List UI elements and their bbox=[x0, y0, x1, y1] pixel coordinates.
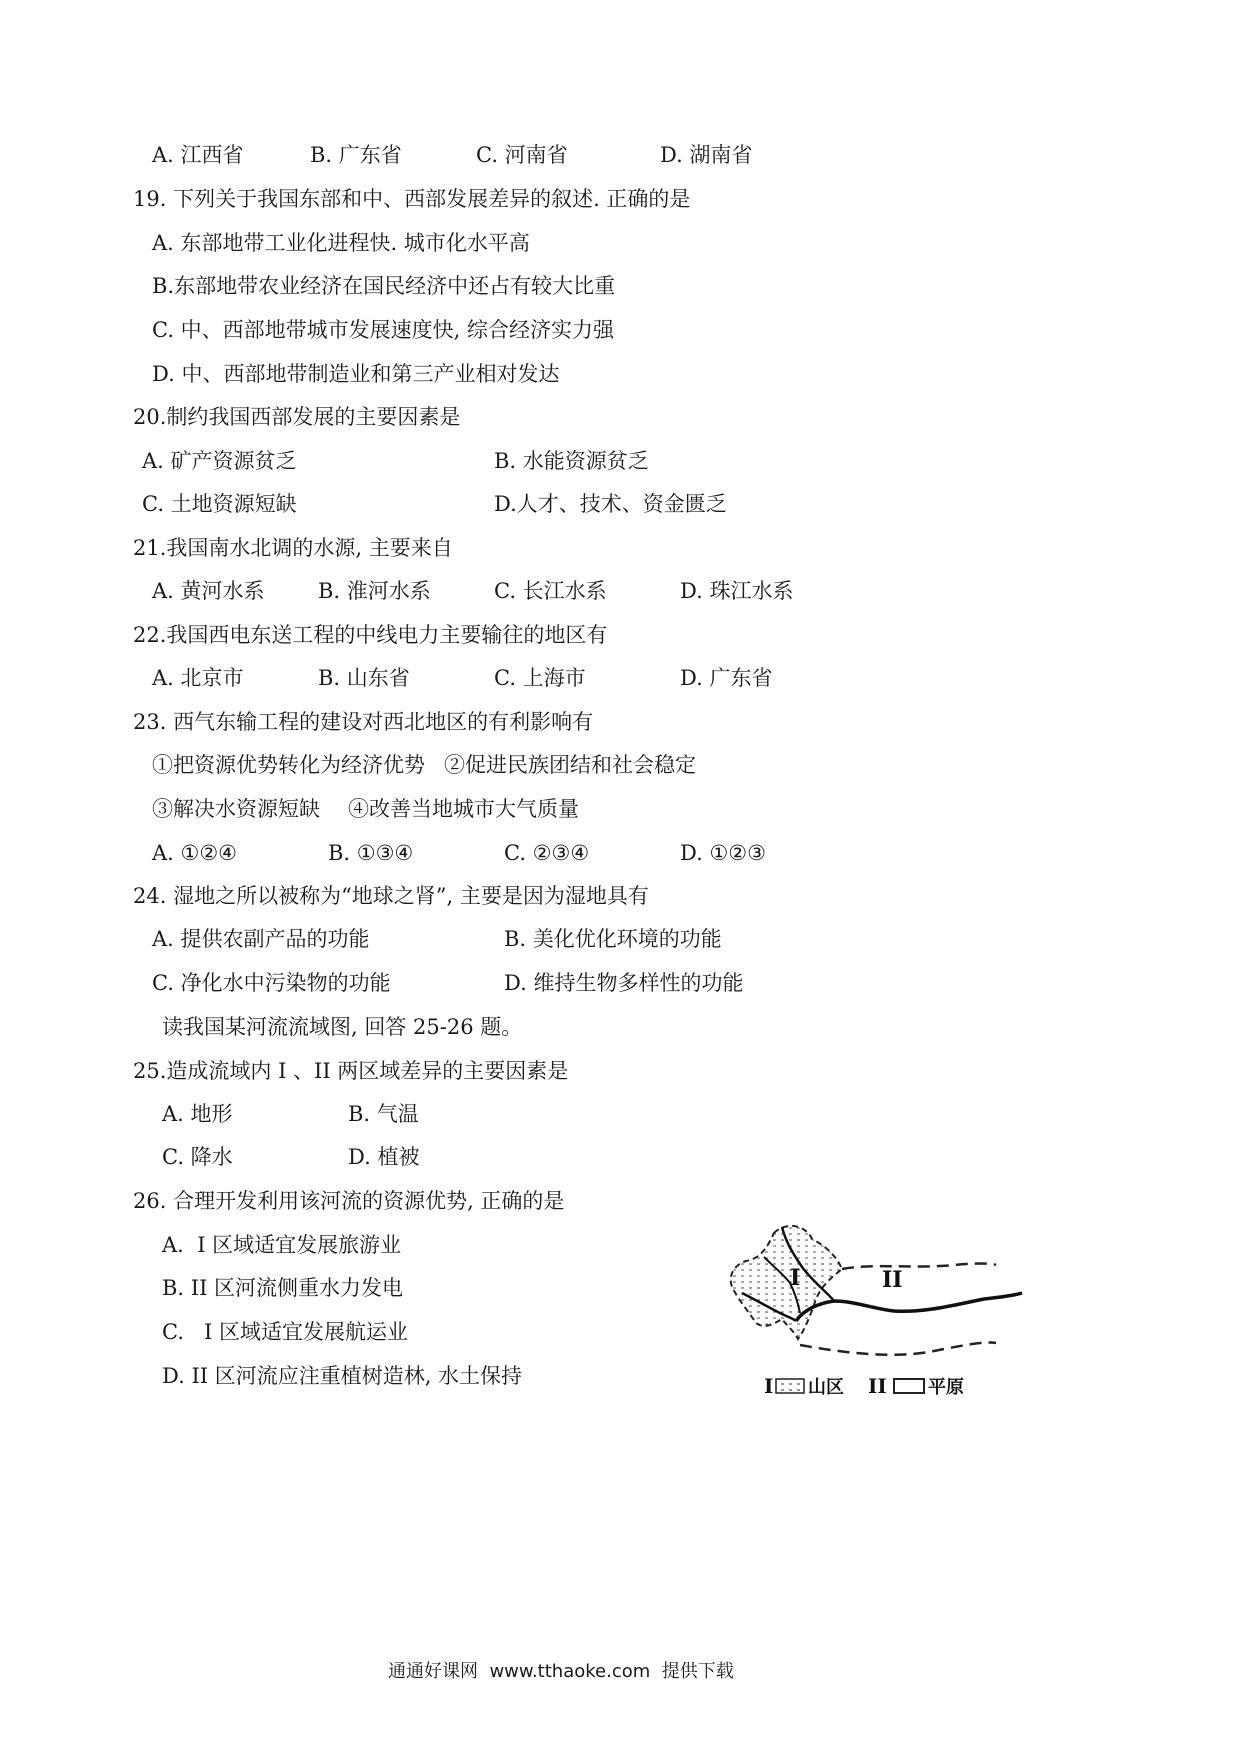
q20-option-c: C. 土地资源短缺 bbox=[142, 492, 297, 516]
q23-option-a: A. ①②④ bbox=[152, 841, 237, 865]
q23-option-d: D. ①②③ bbox=[680, 841, 766, 865]
q25-option-a: A. 地形 bbox=[162, 1102, 233, 1126]
q18-option-b: B. 广东省 bbox=[310, 143, 402, 167]
q24-option-c: C. 净化水中污染物的功能 bbox=[152, 971, 391, 995]
q23-option-b: B. ①③④ bbox=[328, 841, 414, 865]
plain-boundary-north bbox=[842, 1264, 996, 1270]
q22-option-a: A. 北京市 bbox=[152, 666, 244, 690]
q23-statement-3: ③解决水资源短缺 bbox=[152, 797, 320, 821]
q20-option-d: D.人才、技术、资金匮乏 bbox=[494, 492, 727, 516]
q26-option-d: D. II 区河流应注重植树造林, 水土保持 bbox=[162, 1364, 523, 1388]
q21-option-b: B. 淮河水系 bbox=[318, 579, 431, 603]
q22-stem: 22.我国西电东送工程的中线电力主要输往的地区有 bbox=[133, 623, 608, 647]
legend-plain-mark: II bbox=[868, 1374, 887, 1398]
q25-option-d: D. 植被 bbox=[348, 1145, 420, 1169]
q26-option-b: B. II 区河流侧重水力发电 bbox=[162, 1276, 404, 1300]
q20-option-b: B. 水能资源贫乏 bbox=[494, 449, 649, 473]
q26-option-a: A. I 区域适宜发展旅游业 bbox=[162, 1233, 402, 1257]
q19-stem: 19. 下列关于我国东部和中、西部发展差异的叙述. 正确的是 bbox=[133, 187, 691, 211]
legend-plain-swatch bbox=[894, 1379, 924, 1393]
q26-stem: 26. 合理开发利用该河流的资源优势, 正确的是 bbox=[133, 1189, 565, 1213]
q21-option-c: C. 长江水系 bbox=[494, 579, 607, 603]
q25-stem: 25.造成流域内 I 、II 两区域差异的主要因素是 bbox=[133, 1059, 569, 1083]
q23-option-c: C. ②③④ bbox=[504, 841, 590, 865]
river-basin-map bbox=[724, 1213, 1044, 1423]
q18-option-d: D. 湖南省 bbox=[660, 143, 753, 167]
q19-option-a: A. 东部地带工业化进程快. 城市化水平高 bbox=[152, 231, 530, 255]
q18-option-c: C. 河南省 bbox=[476, 143, 568, 167]
q23-statement-2: ②促进民族团结和社会稳定 bbox=[444, 753, 696, 777]
q20-stem: 20.制约我国西部发展的主要因素是 bbox=[133, 405, 461, 429]
region-i-label: I bbox=[790, 1265, 801, 1291]
region-ii-label: II bbox=[882, 1267, 903, 1293]
q23-stem: 23. 西气东输工程的建设对西北地区的有利影响有 bbox=[133, 710, 594, 734]
q23-statement-1: ①把资源优势转化为经济优势 bbox=[152, 753, 425, 777]
q19-option-b: B.东部地带农业经济在国民经济中还占有较大比重 bbox=[152, 274, 616, 298]
q21-option-a: A. 黄河水系 bbox=[152, 579, 265, 603]
q22-option-c: C. 上海市 bbox=[494, 666, 586, 690]
legend-mountain-mark: I bbox=[764, 1374, 774, 1398]
q25-option-c: C. 降水 bbox=[162, 1145, 233, 1169]
q22-option-d: D. 广东省 bbox=[680, 666, 773, 690]
q21-stem: 21.我国南水北调的水源, 主要来自 bbox=[133, 536, 453, 560]
q19-option-c: C. 中、西部地带城市发展速度快, 综合经济实力强 bbox=[152, 318, 615, 342]
legend-mountain-label: 山区 bbox=[808, 1377, 844, 1398]
q24-stem: 24. 湿地之所以被称为“地球之肾”, 主要是因为湿地具有 bbox=[133, 884, 649, 908]
q24-option-a: A. 提供农副产品的功能 bbox=[152, 927, 370, 951]
q24-option-b: B. 美化优化环境的功能 bbox=[504, 927, 722, 951]
q18-option-a: A. 江西省 bbox=[152, 143, 244, 167]
legend-mountain-swatch bbox=[776, 1379, 804, 1393]
q24-option-d: D. 维持生物多样性的功能 bbox=[504, 971, 744, 995]
legend-plain-label: 平原 bbox=[928, 1377, 964, 1398]
plain-boundary-south bbox=[800, 1342, 996, 1354]
q25-option-b: B. 气温 bbox=[348, 1102, 419, 1126]
q26-option-c: C. I 区域适宜发展航运业 bbox=[162, 1320, 408, 1344]
q19-option-d: D. 中、西部地带制造业和第三产业相对发达 bbox=[152, 362, 560, 386]
q21-option-d: D. 珠江水系 bbox=[680, 579, 794, 603]
footer-source: 通通好课网 www.tthaoke.com 提供下载 bbox=[388, 1661, 734, 1682]
reading-intro: 读我国某河流流域图, 回答 25-26 题。 bbox=[162, 1015, 523, 1039]
q22-option-b: B. 山东省 bbox=[318, 666, 410, 690]
q20-option-a: A. 矿产资源贫乏 bbox=[142, 449, 297, 473]
q23-statement-4: ④改善当地城市大气质量 bbox=[348, 797, 579, 821]
